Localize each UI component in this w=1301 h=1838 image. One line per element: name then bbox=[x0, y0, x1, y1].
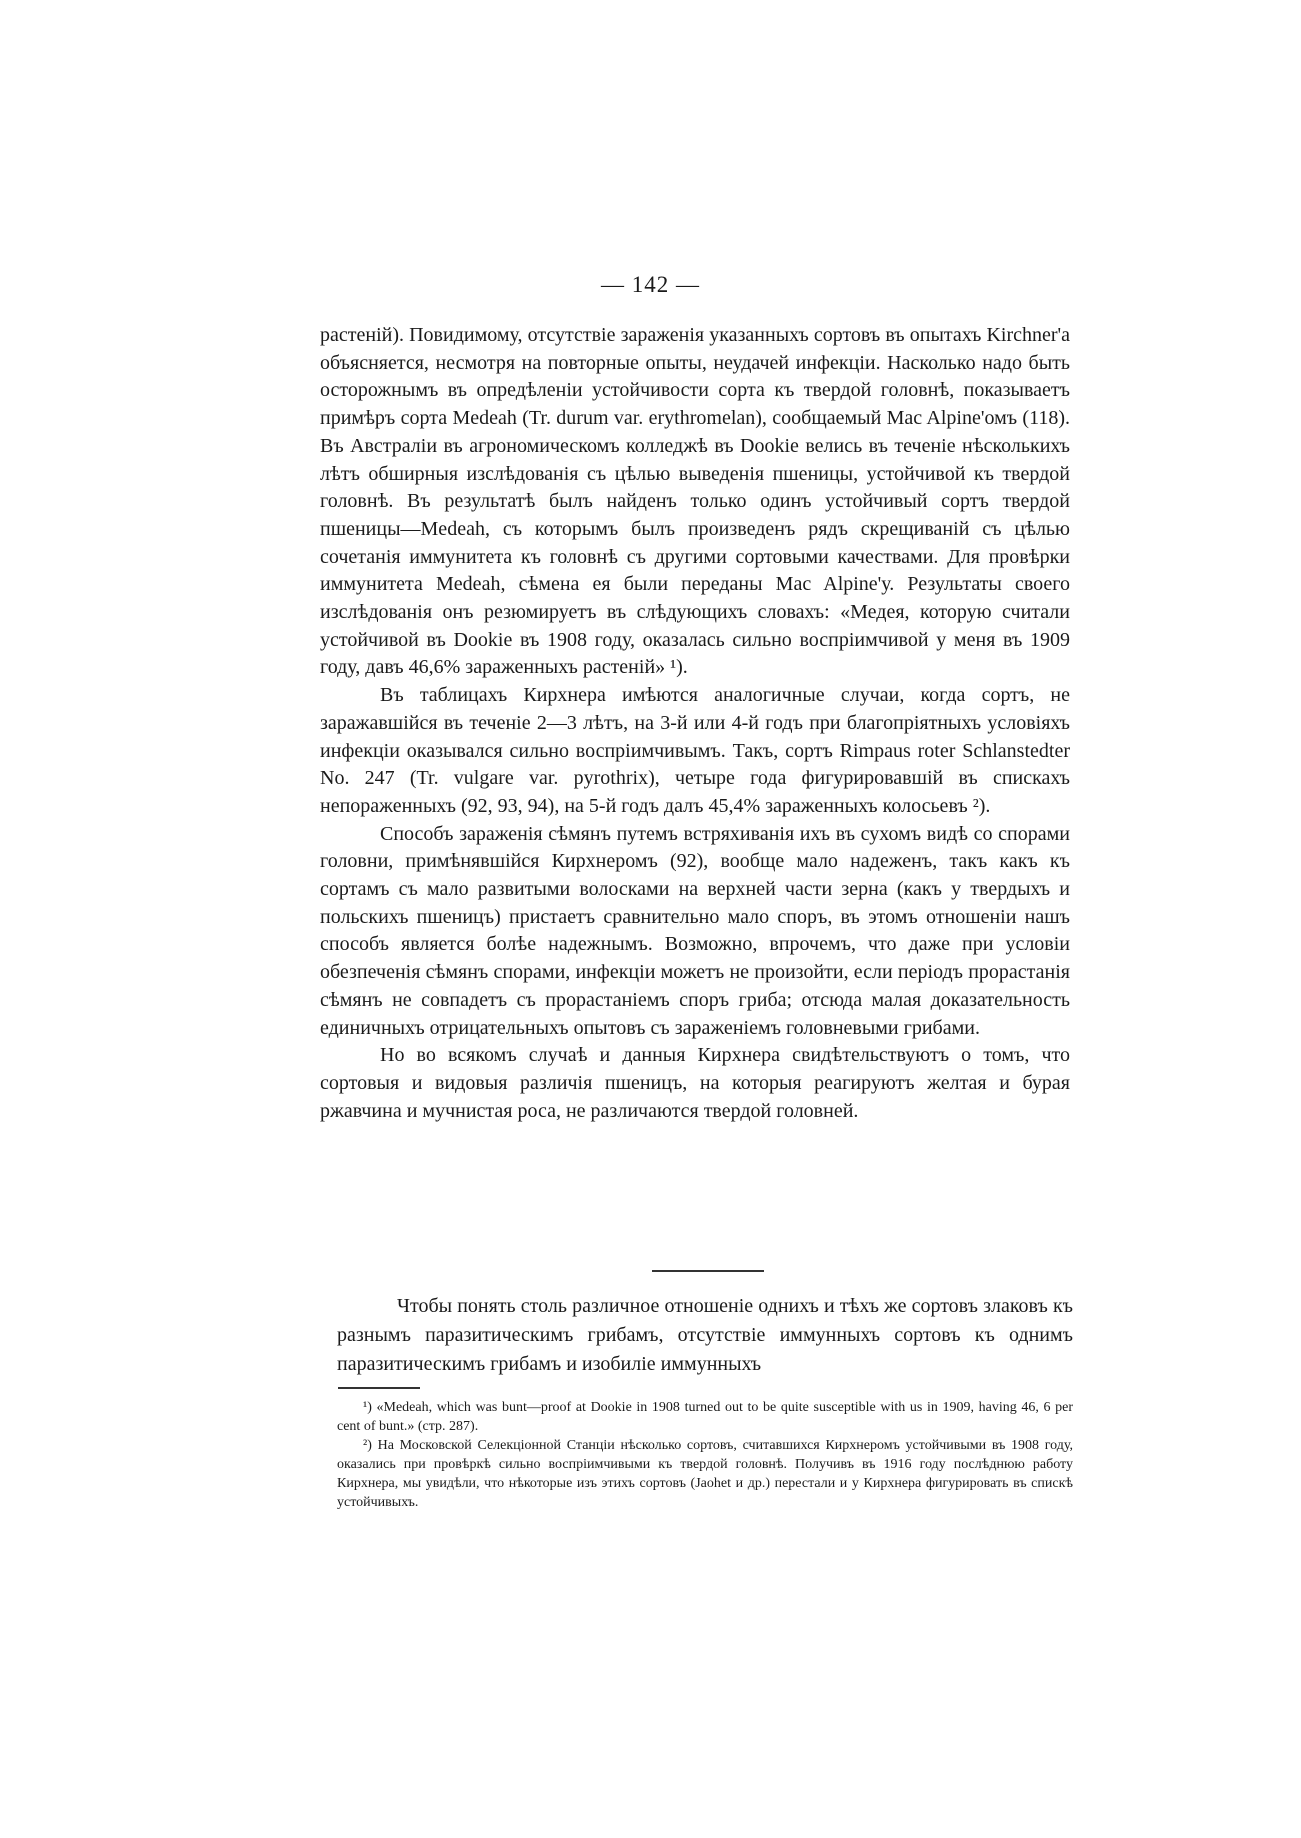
paragraph-medeah: растеній). Повидимому, отсутствіе зараженія указанныхъ сортовъ въ опытахъ Kirchner'а объясняется, несмотря на повторные опыты, неудачей инфекціи. Насколько надо быть осторожнымъ въ опредѣленіи устойчивости сорта къ твердой головнѣ, показываетъ примѣръ сорта Medeah (Tr. durum var. erythromelan), сообщаемый Mac Alpine'омъ (118). Въ Австраліи въ агрономическомъ колледжѣ въ Dookie велись въ теченіе нѣсколькихъ лѣтъ обширныя изслѣдованія съ цѣлью выведенія пшеницы, устойчивой къ твердой головнѣ. Въ результатѣ былъ найденъ только одинъ устойчивый сортъ твердой пшеницы—Medeah, съ которымъ былъ произведенъ рядъ скрещиваній съ цѣлью сочетанія иммунитета къ головнѣ съ другими сортовыми качествами. Для провѣрки иммунитета Medeah, сѣмена ея были переданы Mac Alpine'у. Результаты своего изслѣдованія онъ резюмируетъ въ слѣдующихъ словахъ: «Медея, которую считали устойчивой въ Dookie въ 1908 году, оказалась сильно воспріимчивой у меня въ 1909 году, давъ 46,6% зараженныхъ растеній» ¹). bbox=[320, 324, 1070, 679]
page-number: — 142 — bbox=[601, 272, 700, 297]
footnotes bbox=[337, 1398, 1073, 1512]
main-text bbox=[320, 322, 1070, 1125]
section-divider bbox=[652, 1270, 764, 1272]
paragraph-kirchner-tables: Въ таблицахъ Кирхнера имѣются аналогичные случаи, когда сортъ, не заражавшійся въ теченіе 2—3 лѣтъ, на 3-й или 4-й годъ при благопріятныхъ условіяхъ инфекціи оказывался сильно воспріимчивымъ. Такъ, сортъ Rimpaus roter Schlanstedter No. 247 (Tr. vulgare var. pyrothrix), четыре года фигурировавшій въ спискахъ непораженныхъ (92, 93, 94), на 5-й годъ далъ 45,4% зараженныхъ колосьевъ ²). bbox=[320, 684, 1070, 817]
next-section bbox=[337, 1292, 1073, 1379]
footnote-1: ¹) «Medeah, which was bunt—proof at Dookie in 1908 turned out to be quite susceptible with us in 1909, having 46, 6 per cent of bunt.» (стр. 287). bbox=[337, 1400, 1073, 1434]
footnote-rule bbox=[338, 1387, 420, 1389]
footnote-2: ²) На Московской Селекціонной Станціи нѣсколько сортовъ, считавшихся Кирхнеромъ устойчивыми въ 1908 году, оказались при провѣркѣ сильно воспріимчивыми къ твердой головнѣ. Получивъ въ 1916 году послѣднюю работу Кирхнера, мы увидѣли, что нѣкоторые изъ этихъ сортовъ (Jaohet и др.) перестали и у Кирхнера фигурировать въ спискѣ устойчивыхъ. bbox=[337, 1438, 1073, 1510]
paragraph-next-section: Чтобы понять столь различное отношеніе однихъ и тѣхъ же сортовъ злаковъ къ разнымъ паразитическимъ грибамъ, отсутствіе иммунныхъ сортовъ къ однимъ паразитическимъ грибамъ и изобиліе иммунныхъ bbox=[337, 1295, 1073, 1375]
paragraph-infection-method: Способъ зараженія сѣмянъ путемъ встряхиванія ихъ въ сухомъ видѣ со спорами головни, примѣнявшійся Кирхнеромъ (92), вообще мало надеженъ, такъ какъ къ сортамъ съ мало развитыми волосками на верхней части зерна (какъ у твердыхъ и польскихъ пшеницъ) пристаетъ сравнительно мало споръ, въ этомъ отношеніи нашъ способъ является болѣе надежнымъ. Возможно, впрочемъ, что даже при условіи обезпеченія сѣмянъ спорами, инфекціи можетъ не произойти, если періодъ прорастанія сѣмянъ не совпадетъ съ прорастаніемъ споръ гриба; отсюда малая доказательность единичныхъ отрицательныхъ опытовъ съ зараженіемъ головневыми грибами. bbox=[320, 822, 1070, 1039]
paragraph-conclusion: Но во всякомъ случаѣ и данныя Кирхнера свидѣтельствуютъ о томъ, что сортовыя и видовыя различія пшеницъ, на которыя реагируютъ желтая и бурая ржавчина и мучнистая роса, не различаются твердой головней. bbox=[320, 1044, 1070, 1122]
